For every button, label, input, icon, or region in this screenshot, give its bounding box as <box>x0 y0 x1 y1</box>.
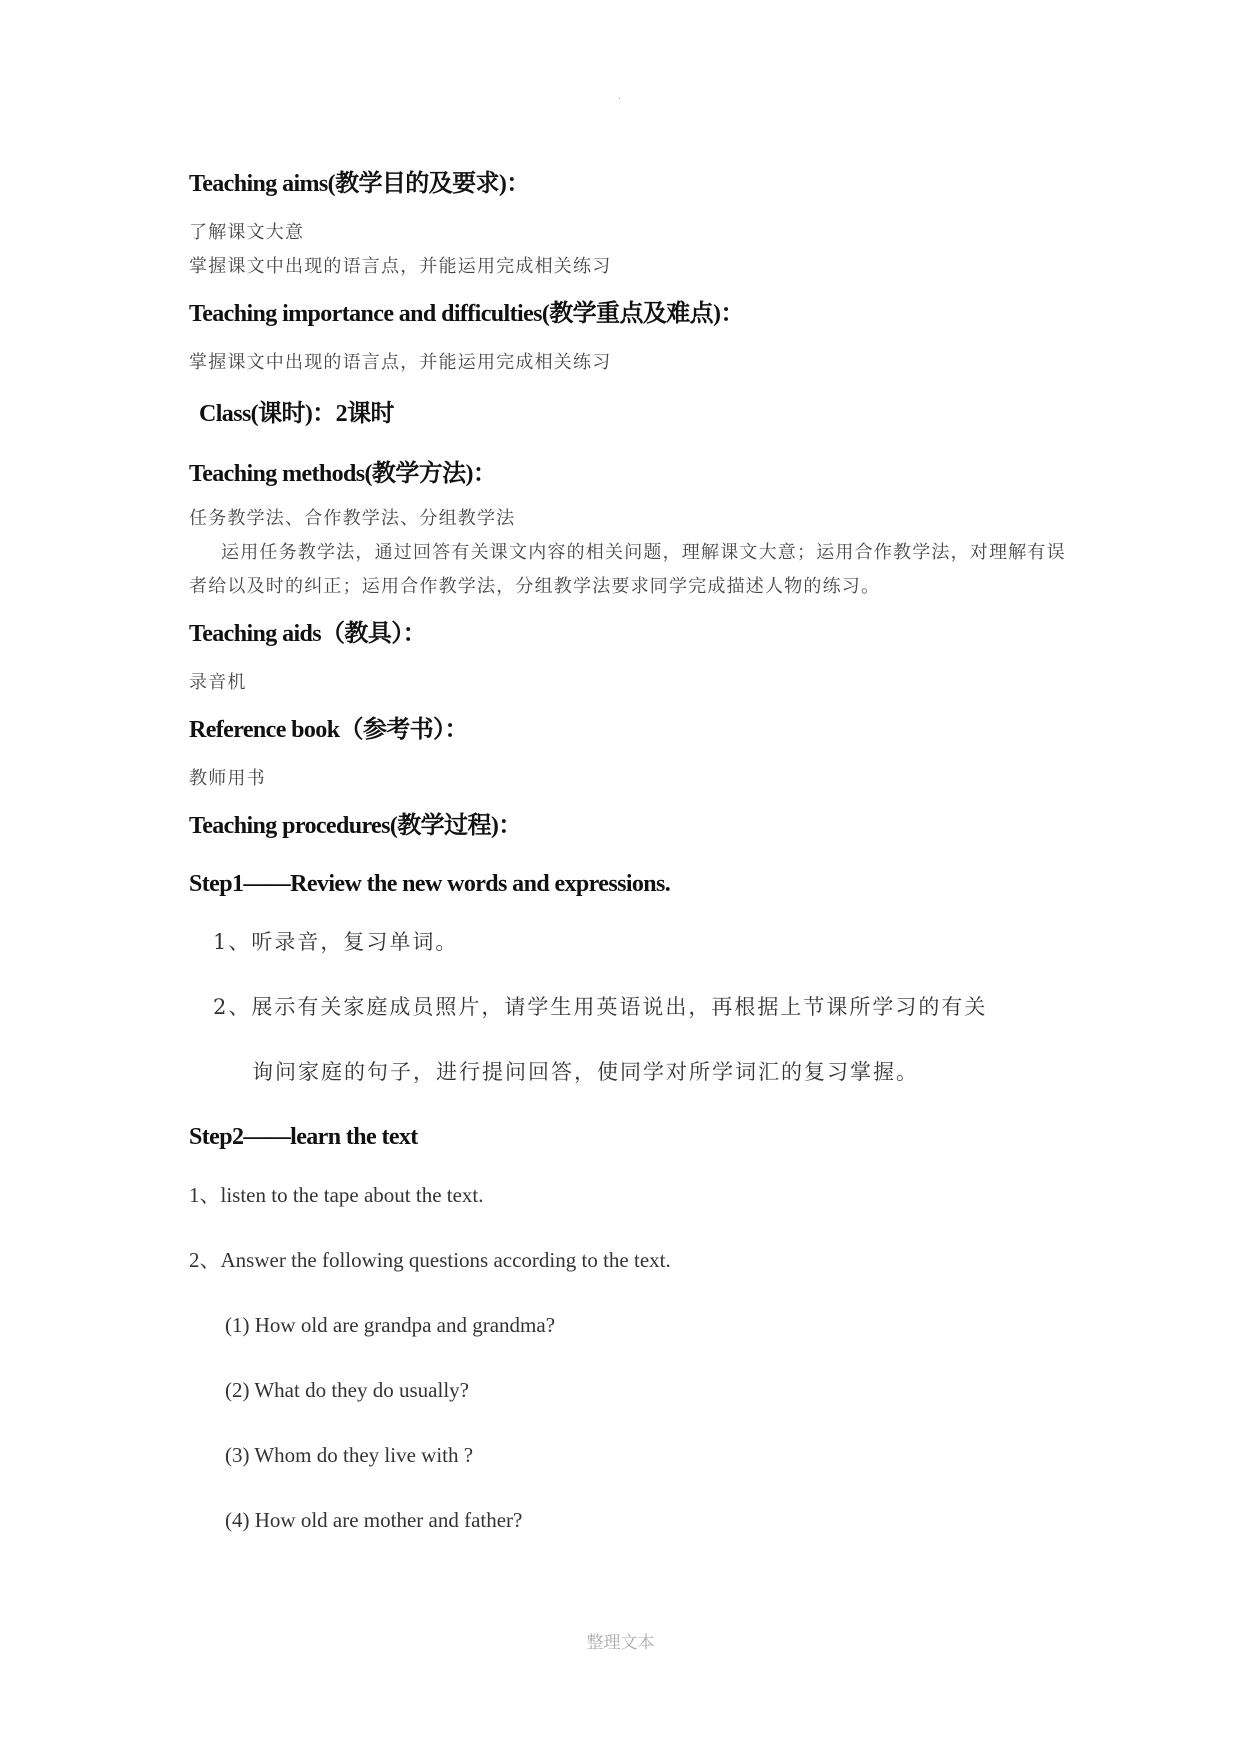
step1-heading: Step1——Review the new words and expressions. <box>189 871 671 897</box>
methods-heading: Teaching methods(教学方法)： <box>189 461 497 487</box>
step1-item: 2、展示有关家庭成员照片，请学生用英语说出，再根据上节课所学习的有关 <box>213 995 988 1019</box>
step1-item: 1、听录音，复习单词。 <box>213 930 459 954</box>
question-item: (2) What do they do usually? <box>225 1378 469 1402</box>
methods-paragraph: 运用任务教学法，通过回答有关课文内容的相关问题，理解课文大意；运用合作教学法，对理解有误者给以及时的纠正；运用合作教学法，分组教学法要求同学完成描述人物的练习。 <box>189 542 1066 597</box>
question-item: (1) How old are grandpa and grandma? <box>225 1313 556 1337</box>
aims-line: 了解课文大意 <box>189 222 305 243</box>
step1-item-continued: 询问家庭的句子，进行提问回答，使同学对所学词汇的复习掌握。 <box>252 1060 919 1084</box>
question-item: (4) How old are mother and father? <box>225 1508 523 1532</box>
aims-line: 掌握课文中出现的语言点，并能运用完成相关练习 <box>189 256 612 277</box>
step2-item: 2、Answer the following questions according to the text. <box>189 1248 671 1272</box>
class-heading: Class(课时)：2课时 <box>199 401 394 427</box>
methods-line: 任务教学法、合作教学法、分组教学法 <box>189 508 516 529</box>
page-footer: 整理文本 <box>586 1633 655 1653</box>
document-body <box>189 166 1069 1553</box>
procedures-heading: Teaching procedures(教学过程)： <box>189 813 522 839</box>
aids-heading: Teaching aids（教具）： <box>189 621 427 647</box>
reference-heading: Reference book（参考书）： <box>189 717 468 743</box>
step2-item: 1、listen to the tape about the text. <box>189 1183 484 1207</box>
importance-line: 掌握课文中出现的语言点，并能运用完成相关练习 <box>189 352 612 373</box>
question-item: (3) Whom do they live with ? <box>225 1443 474 1467</box>
step2-heading: Step2——learn the text <box>189 1124 418 1150</box>
reference-line: 教师用书 <box>189 768 266 789</box>
importance-heading: Teaching importance and difficulties(教学重点及难点)： <box>189 301 744 327</box>
page-header-mark: . <box>618 92 621 102</box>
aims-heading: Teaching aims(教学目的及要求)： <box>189 171 530 197</box>
aids-line: 录音机 <box>189 672 247 693</box>
